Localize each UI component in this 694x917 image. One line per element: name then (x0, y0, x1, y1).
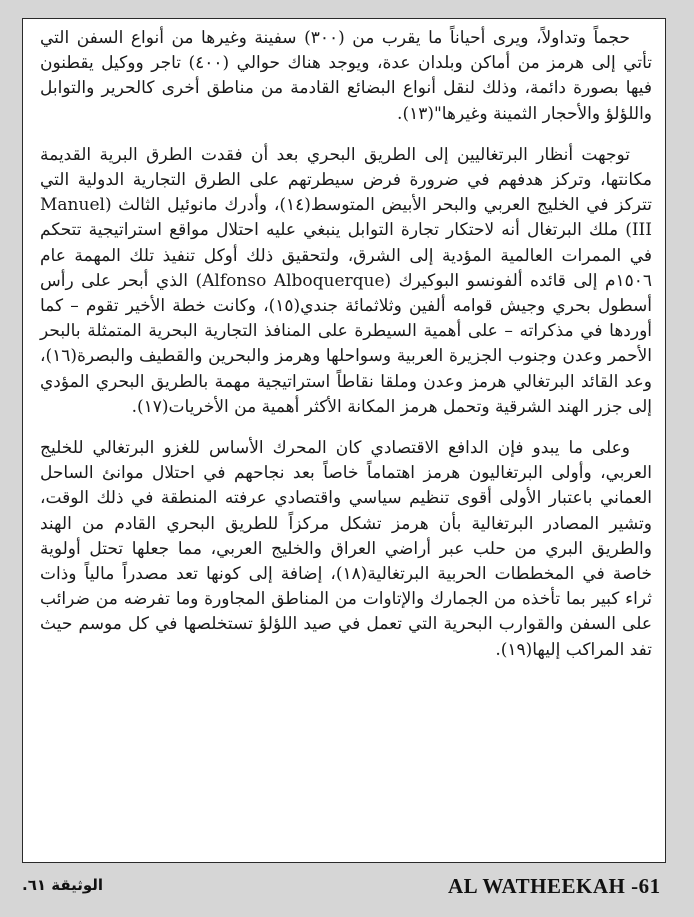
paragraph-2: توجهت أنظار البرتغاليين إلى الطريق البحري بعد أن فقدت الطرق البرية القديمة مكانتها، وتركز هدفهم في ضرورة فرض سيطرتهم على الطرق التجارية الدولية التي تتركز في الخليج العربي والبحر الأبيض المتوسط(١٤)، وأدرك مانوئيل الثالث (Manuel III) ملك البرتغال أنه لاحتكار تجارة التوابل ينبغي عليه احتلال مواقع استراتيجية تتحكم في الممرات العالمية المؤدية إلى الشرق، ولتحقيق ذلك أوكل تنفيذ تلك المهمة عام ١٥٠٦م إلى قائده ألفونسو البوكيرك (Alfonso Alboquerque) الذي أبحر على رأس أسطول بحري وجيش قوامه ألفين وثلاثمائة جندي(١٥)، وكانت خطة الأخير تقوم – كما أوردها في مذكراته – على أهمية السيطرة على المنافذ التجارية البحرية المتمثلة بالبحر الأحمر وعدن وجنوب الجزيرة العربية وسواحلها وهرمز والبحرين والقطيف والبصرة(١٦)، وعد القائد البرتغالي هرمز وعدن وملقا نقاطاً استراتيجية مهمة بالطريق البحري المؤدي إلى جزر الهند الشرقية وتحمل هرمز المكانة الأكثر أهمية من الأخريات(١٧). (40, 144, 653, 417)
footer-magazine-arabic: الوثيقة ٦١. (22, 876, 104, 894)
page-footer (0, 872, 694, 902)
article-body (40, 26, 652, 663)
paragraph-3: وعلى ما يبدو فإن الدافع الاقتصادي كان المحرك الأساس للغزو البرتغالي للخليج العربي، وأولى البرتغاليون هرمز اهتماماً خاصاً بعد نجاحهم في احتلال موانئ الساحل العماني باعتبار الأولى أقوى تنظيم سياسي واقتصادي عرفته المنطقة في ذلك الوقت، وتشير المصادر البرتغالية بأن هرمز تشكل مركزاً للطريق البحري القادم من الهند والطريق البري من حلب عبر أراضي العراق والخليج العربي، مما جعلها تحتل أولوية خاصة في المخططات الحربية البرتغالية(١٨)، إضافة إلى كونها تعد مصدراً مالياً وذات ثراء كبير بما تأخذه من الجمارك والإتاوات من المناطق المجاورة وما تفرضه من ضرائب على السفن والقوارب البحرية التي تعمل في صيد اللؤلؤ تستخلصها في كل موسم حيث تفد المراكب إليها(١٩). (40, 438, 652, 660)
paragraph-1: حجماً وتداولاً، ويرى أحياناً ما يقرب من (٣٠٠) سفينة وغيرها من أنواع السفن التي تأتي إلى هرمز من أماكن وبلدان عدة، ويوجد هناك حوالي (٤٠٠) تاجر ووكيل يقطنون فيها بصورة دائمة، وذلك لنقل أنواع البضائع القادمة من مناطق أخرى كالحرير والتوابل واللؤلؤ والأحجار الثمينة وغيرها"(١٣). (40, 28, 652, 124)
footer-magazine-latin: AL WATHEEKAH -61 (448, 874, 661, 898)
